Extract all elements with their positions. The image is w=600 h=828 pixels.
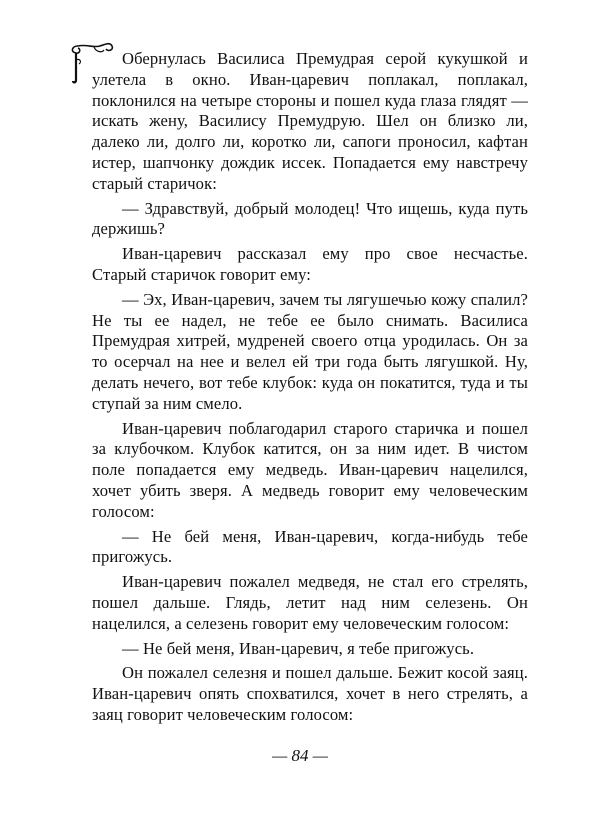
paragraph: Он пожалел селезня и пошел дальше. Бежит косой заяц. Иван-царевич опять спохватился, хочет в него стрелять, а заяц говорит человеческим голосом: bbox=[92, 663, 528, 724]
paragraph: Иван-царевич пожалел медведя, не стал его стрелять, пошел дальше. Глядь, летит над ним селезень. Он нацелился, а селезень говорит ему человеческим голосом: bbox=[92, 572, 528, 633]
paragraph: Иван-царевич поблагодарил старого старичка и пошел за клубочком. Клубок катится, он за ним идет. В чистом поле попадается ему медведь. Иван-царевич нацелился, хочет убить зверя. А медведь говорит ему человеческим голосом: bbox=[92, 418, 528, 521]
page-number: — 84 — bbox=[272, 746, 328, 765]
paragraph: — Не бей меня, Иван-царевич, я тебе пригожусь. bbox=[122, 638, 475, 658]
paragraph: — Здравствуй, добрый молодец! Что ищешь, куда путь держишь? bbox=[92, 198, 528, 239]
story-text bbox=[92, 49, 528, 730]
paragraph: — Не бей меня, Иван-царевич, когда-нибудь тебе пригожусь. bbox=[92, 526, 528, 567]
paragraph: Иван-царевич рассказал ему про свое несчастье. Старый старичок говорит ему: bbox=[92, 244, 528, 284]
paragraph: Обернулась Василиса Премудрая серой кукушкой и улетела в окно. Иван-царевич поплакал, поплакал, поклонился на четыре стороны и пошел куда глаза глядят — искать жену, Василису Премудрую. Шел он близко ли, далеко ли, долго ли, коротко ли, сапоги проносил, кафтан истер, шапчонку дождик иссек. Попадается ему навстречу старый старичок: bbox=[92, 49, 528, 193]
paragraph: — Эх, Иван-царевич, зачем ты лягушечью кожу спалил? Не ты ее надел, не тебе ее было снимать. Василиса Премудрая хитрей, мудреней своего отца уродилась. Он за то осерчал на нее и велел ей три года быть лягушкой. Ну, делать нечего, вот тебе клубок: куда он покатится, туда и ты ступай за ним смело. bbox=[92, 289, 528, 413]
